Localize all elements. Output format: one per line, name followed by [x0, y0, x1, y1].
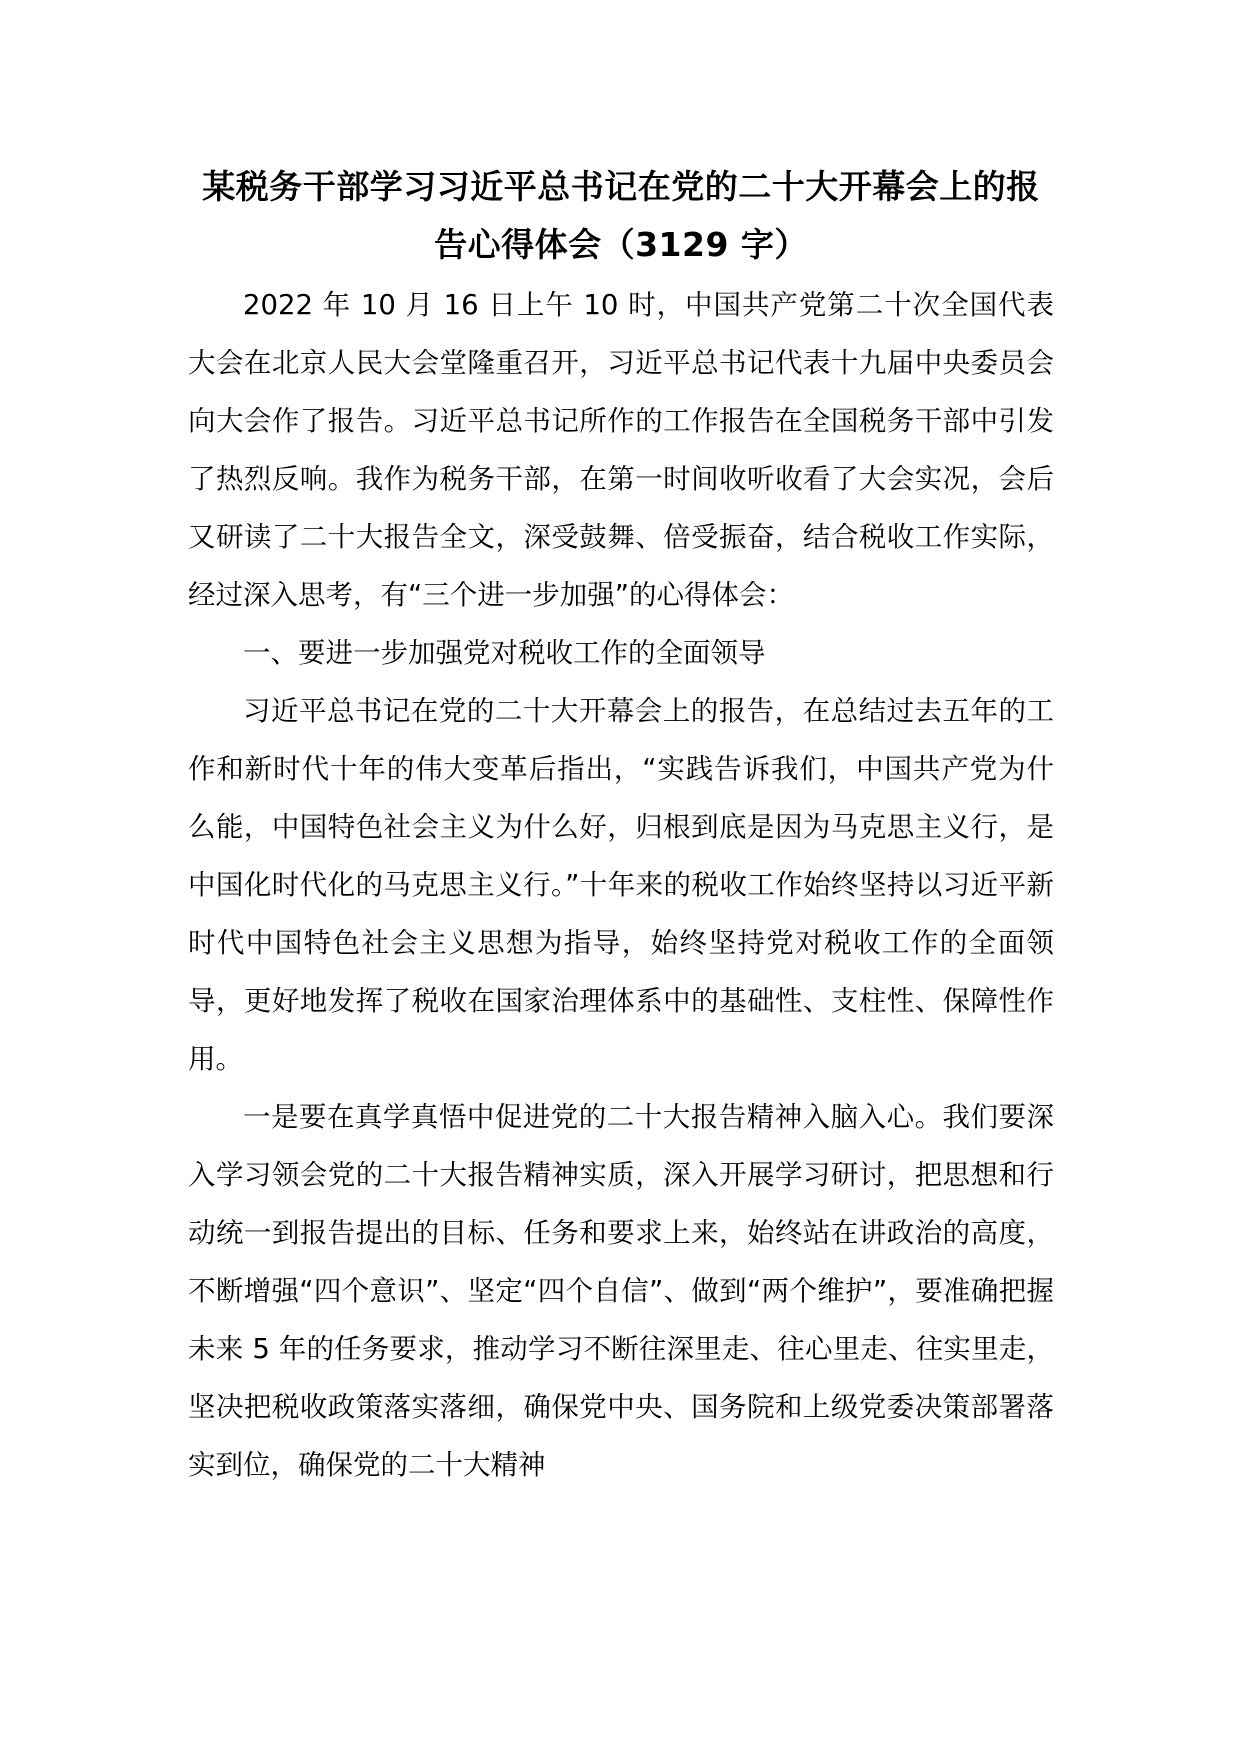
paragraph-point-1: 一是要在真学真悟中促进党的二十大报告精神入脑入心。我们要深入学习领会党的二十大报告精神实质，深入开展学习研讨，把思想和行动统一到报告提出的目标、任务和要求上来，始终站在讲政治的高度，不断增强“四个意识”、坚定“四个自信”、做到“两个维护”，要准确把握未来 5 年的任务要求，推动学习不断往深里走、往心里走、往实里走，坚决把税收政策落实落细，确保党中央、国务院和上级党委决策部署落实到位，确保党的二十大精神 — [188, 1101, 1054, 1481]
title-line-1: 某税务干部学习习近平总书记在党的二十大开幕会上的报 — [202, 167, 1040, 206]
document-title — [188, 158, 1054, 274]
title-line-2: 告心得体会（3129 字） — [434, 225, 808, 264]
section-heading-1: 一、要进一步加强党对税收工作的全面领导 — [243, 637, 766, 669]
document-body — [188, 276, 1054, 1494]
paragraph-intro: 2022 年 10 月 16 日上午 10 时，中国共产党第二十次全国代表大会在北京人民大会堂隆重召开，习近平总书记代表十九届中央委员会向大会作了报告。习近平总书记所作的工作报告在全国税务干部中引发了热烈反响。我作为税务干部，在第一时间收听收看了大会实况，会后又研读了二十大报告全文，深受鼓舞、倍受振奋，结合税收工作实际，经过深入思考，有“三个进一步加强”的心得体会： — [188, 289, 1054, 611]
paragraph-section-1: 习近平总书记在党的二十大开幕会上的报告，在总结过去五年的工作和新时代十年的伟大变革后指出，“实践告诉我们，中国共产党为什么能，中国特色社会主义为什么好，归根到底是因为马克思主义行，是中国化时代化的马克思主义行。”十年来的税收工作始终坚持以习近平新时代中国特色社会主义思想为指导，始终坚持党对税收工作的全面领导，更好地发挥了税收在国家治理体系中的基础性、支柱性、保障性作用。 — [188, 695, 1054, 1075]
document-page — [188, 158, 1054, 1494]
